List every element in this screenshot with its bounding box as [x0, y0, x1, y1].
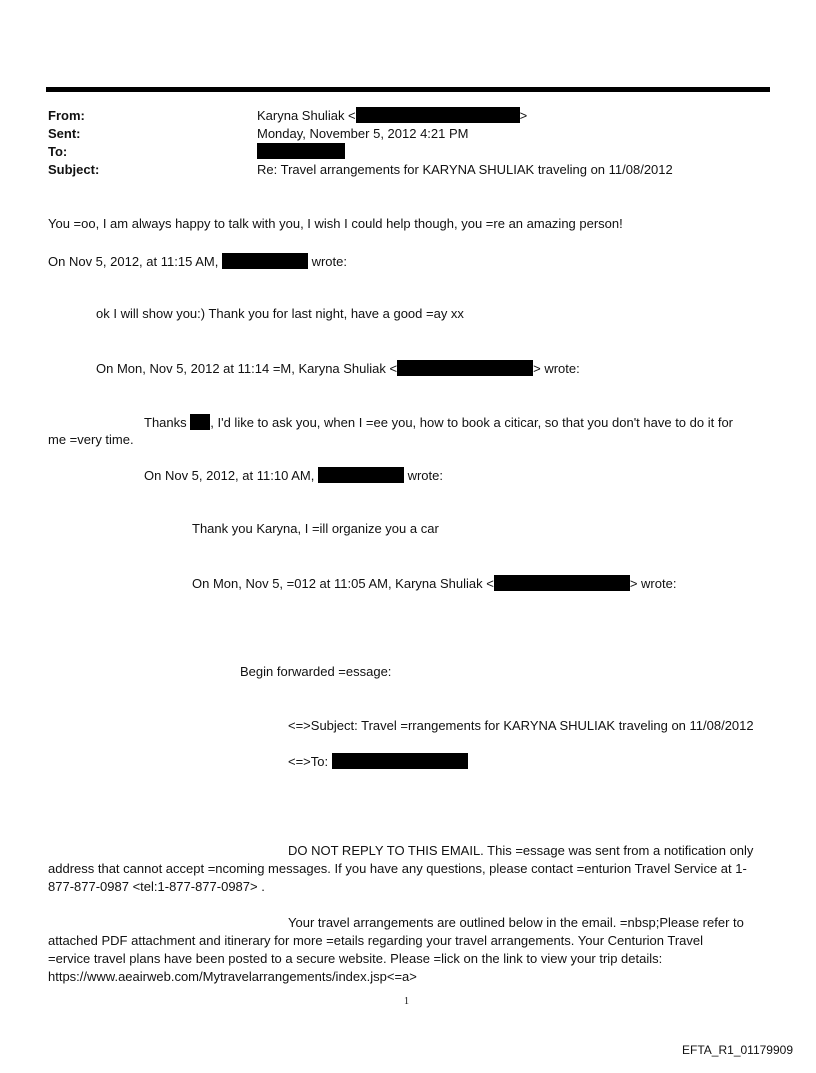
redaction-block	[222, 253, 308, 269]
quote-header-3-suffix: wrote:	[407, 468, 443, 483]
document-id: EFTA_R1_01179909	[682, 1043, 793, 1057]
redaction-block	[397, 360, 533, 376]
redaction-block	[190, 414, 210, 430]
from-label: From:	[48, 108, 85, 123]
forwarded-to	[288, 753, 468, 770]
quote-header-4	[192, 575, 676, 592]
quote-message-1: ok I will show you:) Thank you for last night, have a good =ay xx	[96, 306, 464, 321]
quote-message-3: Thank you Karyna, I =ill organize you a car	[192, 521, 439, 536]
subject-label: Subject:	[48, 162, 100, 177]
quote-header-2-suffix: > wrote:	[533, 361, 580, 376]
subject-value: Re: Travel arrangements for KARYNA SHULIAK traveling on 11/08/2012	[257, 162, 673, 177]
quote-header-1	[48, 253, 347, 270]
redaction-block	[318, 467, 404, 483]
notice-line-1: DO NOT REPLY TO THIS EMAIL. This =essage was sent from a notification only	[288, 843, 754, 858]
sent-value: Monday, November 5, 2012 4:21 PM	[257, 126, 469, 141]
to-value	[257, 143, 345, 161]
quote-message-2-line1	[144, 414, 733, 431]
quote-header-1-suffix: wrote:	[311, 254, 347, 269]
quote-message-2-rest: , I'd like to ask you, when I =ee you, how to book a citicar, so that you don't have to do it for	[210, 415, 734, 430]
page-number: 1	[404, 996, 409, 1007]
redaction-block	[356, 107, 520, 123]
quote-header-1-prefix: On Nov 5, 2012, at 11:15 AM,	[48, 254, 219, 269]
redaction-block	[332, 753, 468, 769]
quote-header-4-prefix: On Mon, Nov 5, =012 at 11:05 AM, Karyna Shuliak <	[192, 576, 494, 591]
notice-line-2: address that cannot accept =ncoming messages. If you have any questions, please contact =enturion Travel Service at 1-	[48, 861, 747, 876]
quote-header-3-prefix: On Nov 5, 2012, at 11:10 AM,	[144, 468, 315, 483]
forwarded-message-label: Begin forwarded =essage:	[240, 664, 392, 679]
quote-header-3	[144, 467, 443, 484]
quote-header-2	[96, 360, 580, 377]
quote-header-2-prefix: On Mon, Nov 5, 2012 at 11:14 =M, Karyna Shuliak <	[96, 361, 398, 376]
quote-message-2-line2: me =very time.	[48, 432, 134, 447]
arrangements-line-1: Your travel arrangements are outlined below in the email. =nbsp;Please refer to	[288, 915, 744, 930]
forwarded-subject: <=>Subject: Travel =rrangements for KARYNA SHULIAK traveling on 11/08/2012	[288, 718, 754, 733]
arrangements-line-2: attached PDF attachment and itinerary for more =etails regarding your travel arrangements. Your Centurion Travel	[48, 933, 704, 948]
arrangements-line-3: =ervice travel plans have been posted to a secure website. Please =lick on the link to view your trip details:	[48, 951, 663, 966]
redaction-block	[257, 143, 345, 159]
from-name: Karyna Shuliak <	[257, 108, 356, 123]
redaction-block	[494, 575, 630, 591]
arrangements-link: https://www.aeairweb.com/Mytravelarrangements/index.jsp<=a>	[48, 969, 417, 984]
quote-header-4-suffix: > wrote:	[629, 576, 677, 591]
sent-label: Sent:	[48, 126, 81, 141]
from-close: >	[519, 108, 528, 123]
notice-line-3: 877-877-0987 <tel:1-877-877-0987> .	[48, 879, 265, 894]
reply-text: You =oo, I am always happy to talk with you, I wish I could help though, you =re an amazing person!	[48, 216, 623, 231]
from-value	[257, 107, 527, 125]
header-rule	[46, 87, 770, 92]
quote-message-2-thanks: Thanks	[144, 415, 187, 430]
to-label: To:	[48, 144, 68, 159]
forwarded-to-label: <=>To:	[288, 754, 329, 769]
